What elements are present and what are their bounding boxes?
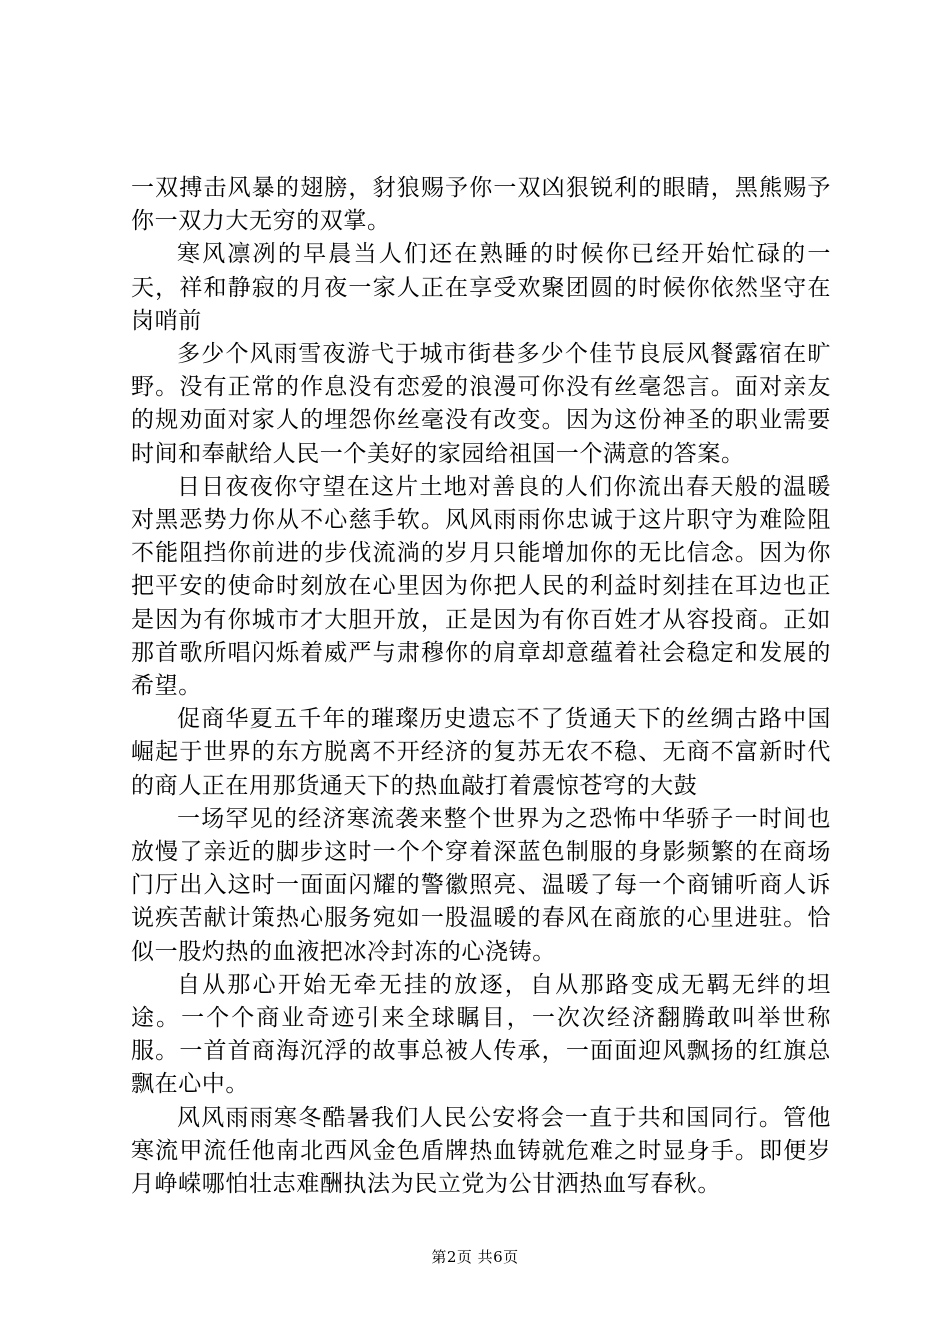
paragraph: 自从那心开始无牵无挂的放逐，自从那路变成无羁无绊的坦途。一个个商业奇迹引来全球瞩目，一次次经济翻腾敢叫举世称服。一首首商海沉浮的故事总被人传承，一面面迎风飘扬的红旗总飘在心中。 xyxy=(131,971,831,1098)
page-number: 第2页 共6页 xyxy=(431,1248,519,1266)
document-body xyxy=(131,172,831,1201)
paragraph: 日日夜夜你守望在这片土地对善良的人们你流出春天般的温暖对黑恶势力你从不心慈手软。风风雨雨你忠诚于这片职守为难险阻不能阻挡你前进的步伐流淌的岁月只能增加你的无比信念。因为你把平安的使命时刻放在心里因为你把人民的利益时刻挂在耳边也正是因为有你城市才大胆开放，正是因为有你百姓才从容投商。正如那首歌所唱闪烁着威严与肃穆你的肩章却意蕴着社会稳定和发展的希望。 xyxy=(131,473,831,700)
paragraph: 多少个风雨雪夜游弋于城市街巷多少个佳节良辰风餐露宿在旷野。没有正常的作息没有恋爱的浪漫可你没有丝毫怨言。面对亲友的规劝面对家人的埋怨你丝毫没有改变。因为这份神圣的职业需要时间和奉献给人民一个美好的家园给祖国一个满意的答案。 xyxy=(131,341,831,467)
page-footer xyxy=(0,1246,950,1267)
paragraph: 一双搏击风暴的翅膀，豺狼赐予你一双凶狠锐利的眼睛，黑熊赐予你一双力大无穷的双掌。 xyxy=(131,175,831,235)
paragraph: 风风雨雨寒冬酷暑我们人民公安将会一直于共和国同行。管他寒流甲流任他南北西风金色盾牌热血铸就危难之时显身手。即便岁月峥嵘哪怕壮志难酬执法为民立党为公甘洒热血写春秋。 xyxy=(131,1104,831,1198)
paragraph: 一场罕见的经济寒流袭来整个世界为之恐怖中华骄子一时间也放慢了亲近的脚步这时一个个穿着深蓝色制服的身影频繁的在商场门厅出入这时一面面闪耀的警徽照亮、温暖了每一个商铺听商人诉说疾苦献计策热心服务宛如一股温暖的春风在商旅的心里进驻。恰似一股灼热的血液把冰冷封冻的心浇铸。 xyxy=(131,805,831,965)
paragraph: 促商华夏五千年的璀璨历史遗忘不了货通天下的丝绸古路中国崛起于世界的东方脱离不开经济的复苏无农不稳、无商不富新时代的商人正在用那货通天下的热血敲打着震惊苍穹的大鼓 xyxy=(131,706,831,799)
paragraph: 寒风凛冽的早晨当人们还在熟睡的时候你已经开始忙碌的一天，祥和静寂的月夜一家人正在享受欢聚团圆的时候你依然坚守在岗哨前 xyxy=(131,241,831,334)
